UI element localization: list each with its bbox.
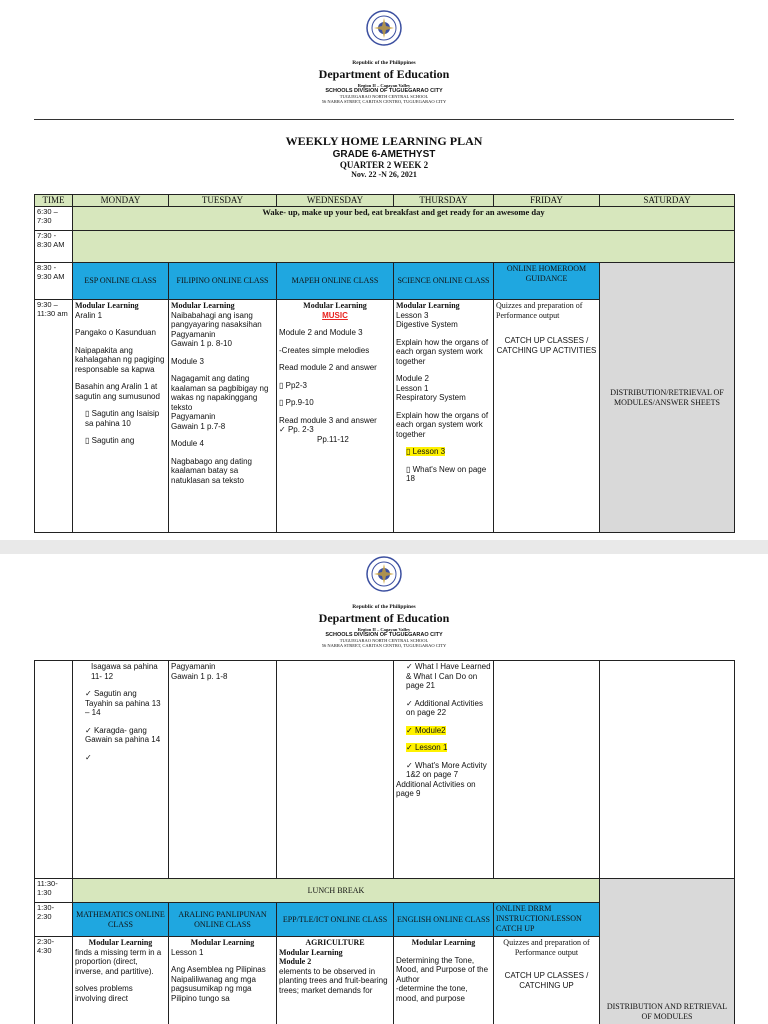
list-item: ✓ Pp. 2-3	[279, 425, 314, 434]
text-line: Module 2	[279, 957, 312, 966]
monday-cell	[73, 937, 169, 1024]
address-line: 56 NARRA STREET, CARITAN CENTRO, TUGUEGARAO CITY	[321, 643, 447, 648]
text-line: Quizzes and preparation of Performance output	[496, 301, 583, 320]
document-page-2	[0, 554, 768, 1024]
list-item: ▯ Lesson 3	[406, 447, 446, 456]
letterhead	[0, 60, 768, 104]
thursday-cell	[394, 661, 494, 879]
col-header: SATURDAY	[600, 195, 735, 207]
time-cell: 8:30 - 9:30 AM	[35, 263, 73, 300]
list-item: ✓ What's More Activity 1&2 on page 7	[406, 760, 487, 779]
subject-cell: ENGLISH ONLINE CLASS	[394, 903, 494, 937]
lunch-cell: LUNCH BREAK	[73, 879, 600, 903]
list-item: ✓ What I Have Learned & What I Can Do on page 21	[406, 662, 491, 690]
list-item: ▯ What's New on page 18	[406, 464, 487, 483]
text-line: Nagagamit ang dating kaalaman sa pagbibigay ng wakas ng napakinggang teksto	[171, 374, 269, 412]
wednesday-cell	[277, 937, 394, 1024]
republic-line: Republic of the Philippines	[352, 60, 416, 66]
letterhead	[0, 604, 768, 648]
routine-cell: Wake- up, make up your bed, eat breakfast and get ready for an awesome day	[73, 207, 735, 231]
thursday-cell	[394, 937, 494, 1024]
text-line: Digestive System	[396, 320, 458, 329]
text-line: Quizzes and preparation of Performance output	[503, 938, 590, 957]
thursday-cell	[394, 300, 494, 533]
plan-quarter: QUARTER 2 WEEK 2	[339, 160, 429, 170]
modular-label: Modular Learning	[88, 938, 153, 947]
text-line: Naipaliliwanag ang mga pagsusumikap ng mga Pilipino tungo sa	[171, 974, 256, 1003]
deped-seal-icon	[366, 556, 402, 592]
empty-band-cell	[73, 231, 735, 263]
modular-label: Modular Learning	[279, 947, 343, 957]
list-item: ✓	[85, 752, 92, 762]
text-line: Module 2 and Module 3	[279, 328, 363, 337]
subject-cell: ONLINE DRRM INSTRUCTION/LESSON CATCH UP	[494, 903, 600, 937]
text-line: Naipapakita ang kahalagahan ng pagiging responsable sa kapwa	[75, 345, 165, 374]
monday-cell	[73, 661, 169, 879]
text-line: Module 4	[171, 439, 204, 448]
text-line: -Creates simple melodies	[279, 345, 370, 355]
plan-title-block	[0, 134, 768, 179]
address-line: 56 NARRA STREET, CARITAN CENTRO, TUGUEGARAO CITY	[321, 99, 447, 104]
table-header-row	[35, 195, 735, 207]
list-item: ✓ Additional Activities on page 22	[406, 698, 483, 717]
wednesday-cell	[277, 661, 394, 879]
friday-cell	[494, 661, 600, 879]
modular-label: Modular Learning	[75, 301, 139, 310]
col-header: FRIDAY	[494, 195, 600, 207]
list-item: ▯ Pp.9-10	[279, 398, 314, 407]
col-header: MONDAY	[73, 195, 169, 207]
text-line: Explain how the organs of each organ system work together	[396, 337, 489, 366]
col-header: THURSDAY	[394, 195, 494, 207]
list-item: ✓ Sagutin ang Tayahin sa pahina 13 – 14	[85, 689, 161, 717]
division-line: SCHOOLS DIVISION OF TUGUEGARAO CITY	[325, 632, 443, 638]
page-gap	[0, 540, 768, 554]
saturday-cell: DISTRIBUTION AND RETRIEVAL OF MODULES	[600, 879, 735, 1024]
table-row	[35, 207, 735, 231]
text-line: elements to be observed in planting trees and fruit-bearing trees; market demands for	[279, 966, 388, 995]
text-line: CATCH UP CLASSES / CATCHING UP	[504, 971, 589, 990]
agriculture-label: AGRICULTURE	[305, 938, 365, 947]
text-line: Read module 3 and answer	[279, 415, 377, 425]
schedule-table-page-1	[34, 194, 735, 533]
text-line: Lesson 3	[396, 310, 429, 320]
friday-cell	[494, 937, 600, 1024]
text-line: CATCH UP CLASSES / CATCHING UP ACTIVITIES	[496, 336, 597, 355]
text-line: Gawain 1 p. 8-10	[171, 339, 232, 348]
text-line: Lesson 1	[171, 947, 204, 957]
list-item: ✓ Lesson 1	[406, 743, 448, 752]
text-line: Module 3	[171, 356, 204, 366]
text-line: Lesson 1	[396, 383, 429, 393]
col-header: TIME	[35, 195, 73, 207]
school-line: TUGUEGARAO NORTH CENTRAL SCHOOL	[339, 94, 429, 99]
subject-cell: FILIPINO ONLINE CLASS	[169, 263, 277, 300]
wednesday-cell	[277, 300, 394, 533]
deped-seal-icon	[366, 10, 402, 46]
modular-label: Modular Learning	[396, 301, 460, 310]
time-cell: 9:30 – 11:30 am	[35, 300, 73, 533]
text-line: Pagyamanin	[171, 412, 216, 421]
tuesday-cell	[169, 661, 277, 879]
text-line: Determining the Tone, Mood, and Purpose of the Author	[396, 955, 489, 984]
text-line: Basahin ang Aralin 1 at sagutin ang sumusunod	[75, 382, 160, 401]
text-line: Nagbabago ang dating kaalaman batay sa natuklasan sa teksto	[171, 456, 252, 485]
plan-grade: GRADE 6-AMETHYST	[332, 149, 436, 160]
text-line: Read module 2 and answer	[279, 363, 377, 372]
plan-title: WEEKLY HOME LEARNING PLAN	[285, 134, 483, 148]
text-line: Additional Activities on page 9	[396, 779, 476, 798]
text-line: Explain how the organs of each organ system work together	[396, 410, 489, 439]
text-line: Gawain 1 p. 1-8	[171, 671, 228, 681]
modular-label: Modular Learning	[171, 301, 235, 310]
time-cell: 11:30- 1:30	[35, 879, 73, 903]
list-item: ✓ Module2	[406, 725, 446, 735]
modular-label: Modular Learning	[190, 938, 255, 947]
text-line: Ang Asemblea ng Pilipinas	[171, 965, 266, 974]
list-item: ▯ Pp2-3	[279, 380, 307, 390]
subject-cell: MAPEH ONLINE CLASS	[277, 263, 394, 300]
subject-cell: SCIENCE ONLINE CLASS	[394, 263, 494, 300]
table-row	[35, 879, 735, 903]
text-line: Aralin 1	[75, 310, 103, 320]
modular-label: Modular Learning	[411, 938, 476, 947]
region-line: Region II – Cagayan Valley	[357, 627, 411, 632]
modular-label: Modular Learning	[303, 301, 367, 310]
subject-cell: MATHEMATICS ONLINE CLASS	[73, 903, 169, 937]
schedule-table-page-2	[34, 660, 735, 1024]
text-line: Isagawa sa pahina 11- 12	[91, 662, 158, 681]
time-cell: 2:30- 4:30	[35, 937, 73, 1024]
tuesday-cell	[169, 937, 277, 1024]
republic-line: Republic of the Philippines	[352, 604, 416, 610]
text-line: Respiratory System	[396, 393, 466, 402]
text-line: solves problems involving direct	[75, 984, 133, 1003]
division-line: SCHOOLS DIVISION OF TUGUEGARAO CITY	[325, 88, 443, 94]
time-cell: 7:30 - 8:30 AM	[35, 231, 73, 263]
table-row	[35, 661, 735, 879]
time-cell: 1:30- 2:30	[35, 903, 73, 937]
col-header: TUESDAY	[169, 195, 277, 207]
subject-cell: ESP ONLINE CLASS	[73, 263, 169, 300]
subject-cell: EPP/TLE/ICT ONLINE CLASS	[277, 903, 394, 937]
list-item: ✓ Karagda- gang Gawain sa pahina 14	[85, 725, 161, 744]
text-line: -determine the tone, mood, and purpose	[396, 984, 468, 1003]
school-line: TUGUEGARAO NORTH CENTRAL SCHOOL	[339, 638, 429, 643]
text-line: Pagyamanin	[171, 329, 216, 339]
list-item: ▯ Sagutin ang Isaisip sa pahina 10	[85, 409, 160, 428]
friday-cell	[494, 300, 600, 533]
plan-dates: Nov. 22 -N 26, 2021	[351, 170, 417, 179]
department-name: Department of Education	[318, 611, 450, 625]
subject-cell: ARALING PANLIPUNAN ONLINE CLASS	[169, 903, 277, 937]
monday-cell	[73, 300, 169, 533]
time-cell	[35, 661, 73, 879]
saturday-cell: DISTRIBUTION/RETRIEVAL OF MODULES/ANSWER SHEETS	[600, 263, 735, 533]
text-line: finds a missing term in a proportion (direct, inverse, and partitive).	[75, 947, 162, 976]
saturday-cell	[600, 661, 735, 879]
text-line: Module 2	[396, 374, 429, 383]
text-line: Gawain 1 p.7-8	[171, 421, 226, 431]
text-line: Pp.11-12	[317, 434, 349, 444]
text-line: Naibabahagi ang isang pangyayaring nasaksihan	[171, 310, 262, 329]
table-row	[35, 231, 735, 263]
header-divider	[34, 119, 734, 120]
department-name: Department of Education	[318, 67, 450, 81]
tuesday-cell	[169, 300, 277, 533]
list-item: ▯ Sagutin ang	[85, 436, 135, 445]
subject-cell: ONLINE HOMEROOM GUIDANCE	[494, 263, 600, 300]
col-header: WEDNESDAY	[277, 195, 394, 207]
region-line: Region II – Cagayan Valley	[357, 83, 411, 88]
music-label: MUSIC	[322, 310, 348, 320]
table-row	[35, 263, 735, 300]
text-line: Pangako o Kasunduan	[75, 328, 156, 337]
text-line: Pagyamanin	[171, 662, 216, 671]
time-cell: 6:30 – 7:30	[35, 207, 73, 231]
